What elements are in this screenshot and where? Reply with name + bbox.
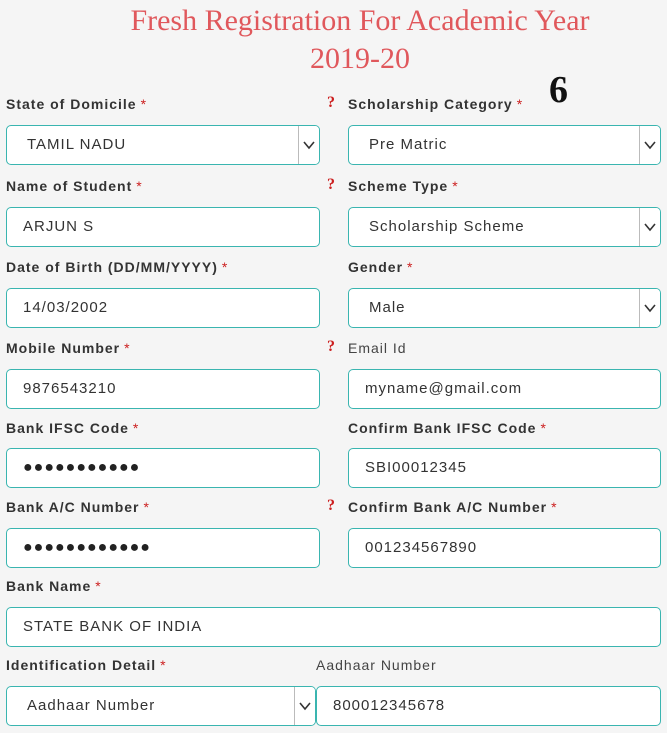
required-marker: * [551, 499, 558, 515]
dob-label: Date of Birth (DD/MM/YYYY) * [6, 259, 229, 275]
dob-input[interactable]: 14/03/2002 [6, 288, 320, 328]
required-marker: * [221, 259, 229, 275]
confirm-account-label: Confirm Bank A/C Number * [348, 499, 558, 515]
scholarship-category-label: Scholarship Category * [348, 96, 524, 112]
chevron-down-icon [298, 126, 319, 164]
scheme-type-label: Scheme Type * [348, 178, 459, 194]
id-detail-select[interactable]: Aadhaar Number [6, 686, 316, 726]
required-marker: * [95, 578, 102, 594]
chevron-down-icon [639, 208, 660, 246]
required-marker: * [160, 657, 167, 673]
chevron-down-icon [294, 687, 315, 725]
step-number: 6 [549, 69, 568, 111]
confirm-ifsc-label: Confirm Bank IFSC Code * [348, 420, 547, 436]
required-marker: * [132, 420, 140, 436]
mobile-input[interactable]: 9876543210 [6, 369, 320, 409]
confirm-account-input[interactable]: 001234567890 [348, 528, 661, 568]
required-marker: * [124, 340, 131, 356]
page-title-line2: 2019-20 [310, 42, 410, 75]
help-icon[interactable]: ? [327, 176, 335, 193]
aadhaar-label: Aadhaar Number [316, 657, 437, 673]
help-icon[interactable]: ? [327, 497, 335, 514]
required-marker: * [516, 96, 524, 112]
required-marker: * [407, 259, 414, 275]
state-select[interactable]: TAMIL NADU [6, 125, 320, 165]
required-marker: * [540, 420, 547, 436]
ifsc-password-input[interactable]: ●●●●●●●●●●● [6, 448, 320, 488]
student-name-label: Name of Student * [6, 178, 143, 194]
chevron-down-icon [639, 289, 660, 327]
account-label: Bank A/C Number * [6, 499, 150, 515]
email-input[interactable]: myname@gmail.com [348, 369, 661, 409]
state-label: State of Domicile * [6, 96, 148, 112]
required-marker: * [452, 178, 459, 194]
email-label: Email Id [348, 340, 407, 356]
student-name-input[interactable]: ARJUN S [6, 207, 320, 247]
required-marker: * [143, 499, 150, 515]
bank-name-input[interactable]: STATE BANK OF INDIA [6, 607, 661, 647]
mobile-label: Mobile Number * [6, 340, 131, 356]
page-title-line1: Fresh Registration For Academic Year [130, 4, 590, 37]
ifsc-label: Bank IFSC Code * [6, 420, 140, 436]
help-icon[interactable]: ? [327, 338, 335, 355]
account-password-input[interactable]: ●●●●●●●●●●●● [6, 528, 320, 568]
gender-label: Gender * [348, 259, 414, 275]
bank-name-label: Bank Name * [6, 578, 102, 594]
confirm-ifsc-input[interactable]: SBI00012345 [348, 448, 661, 488]
help-icon[interactable]: ? [327, 94, 335, 111]
required-marker: * [140, 96, 148, 112]
chevron-down-icon [639, 126, 660, 164]
scheme-type-select[interactable]: Scholarship Scheme [348, 207, 661, 247]
id-detail-label: Identification Detail * [6, 657, 167, 673]
aadhaar-input[interactable]: 800012345678 [316, 686, 661, 726]
gender-select[interactable]: Male [348, 288, 661, 328]
required-marker: * [136, 178, 143, 194]
scholarship-category-select[interactable]: Pre Matric [348, 125, 661, 165]
